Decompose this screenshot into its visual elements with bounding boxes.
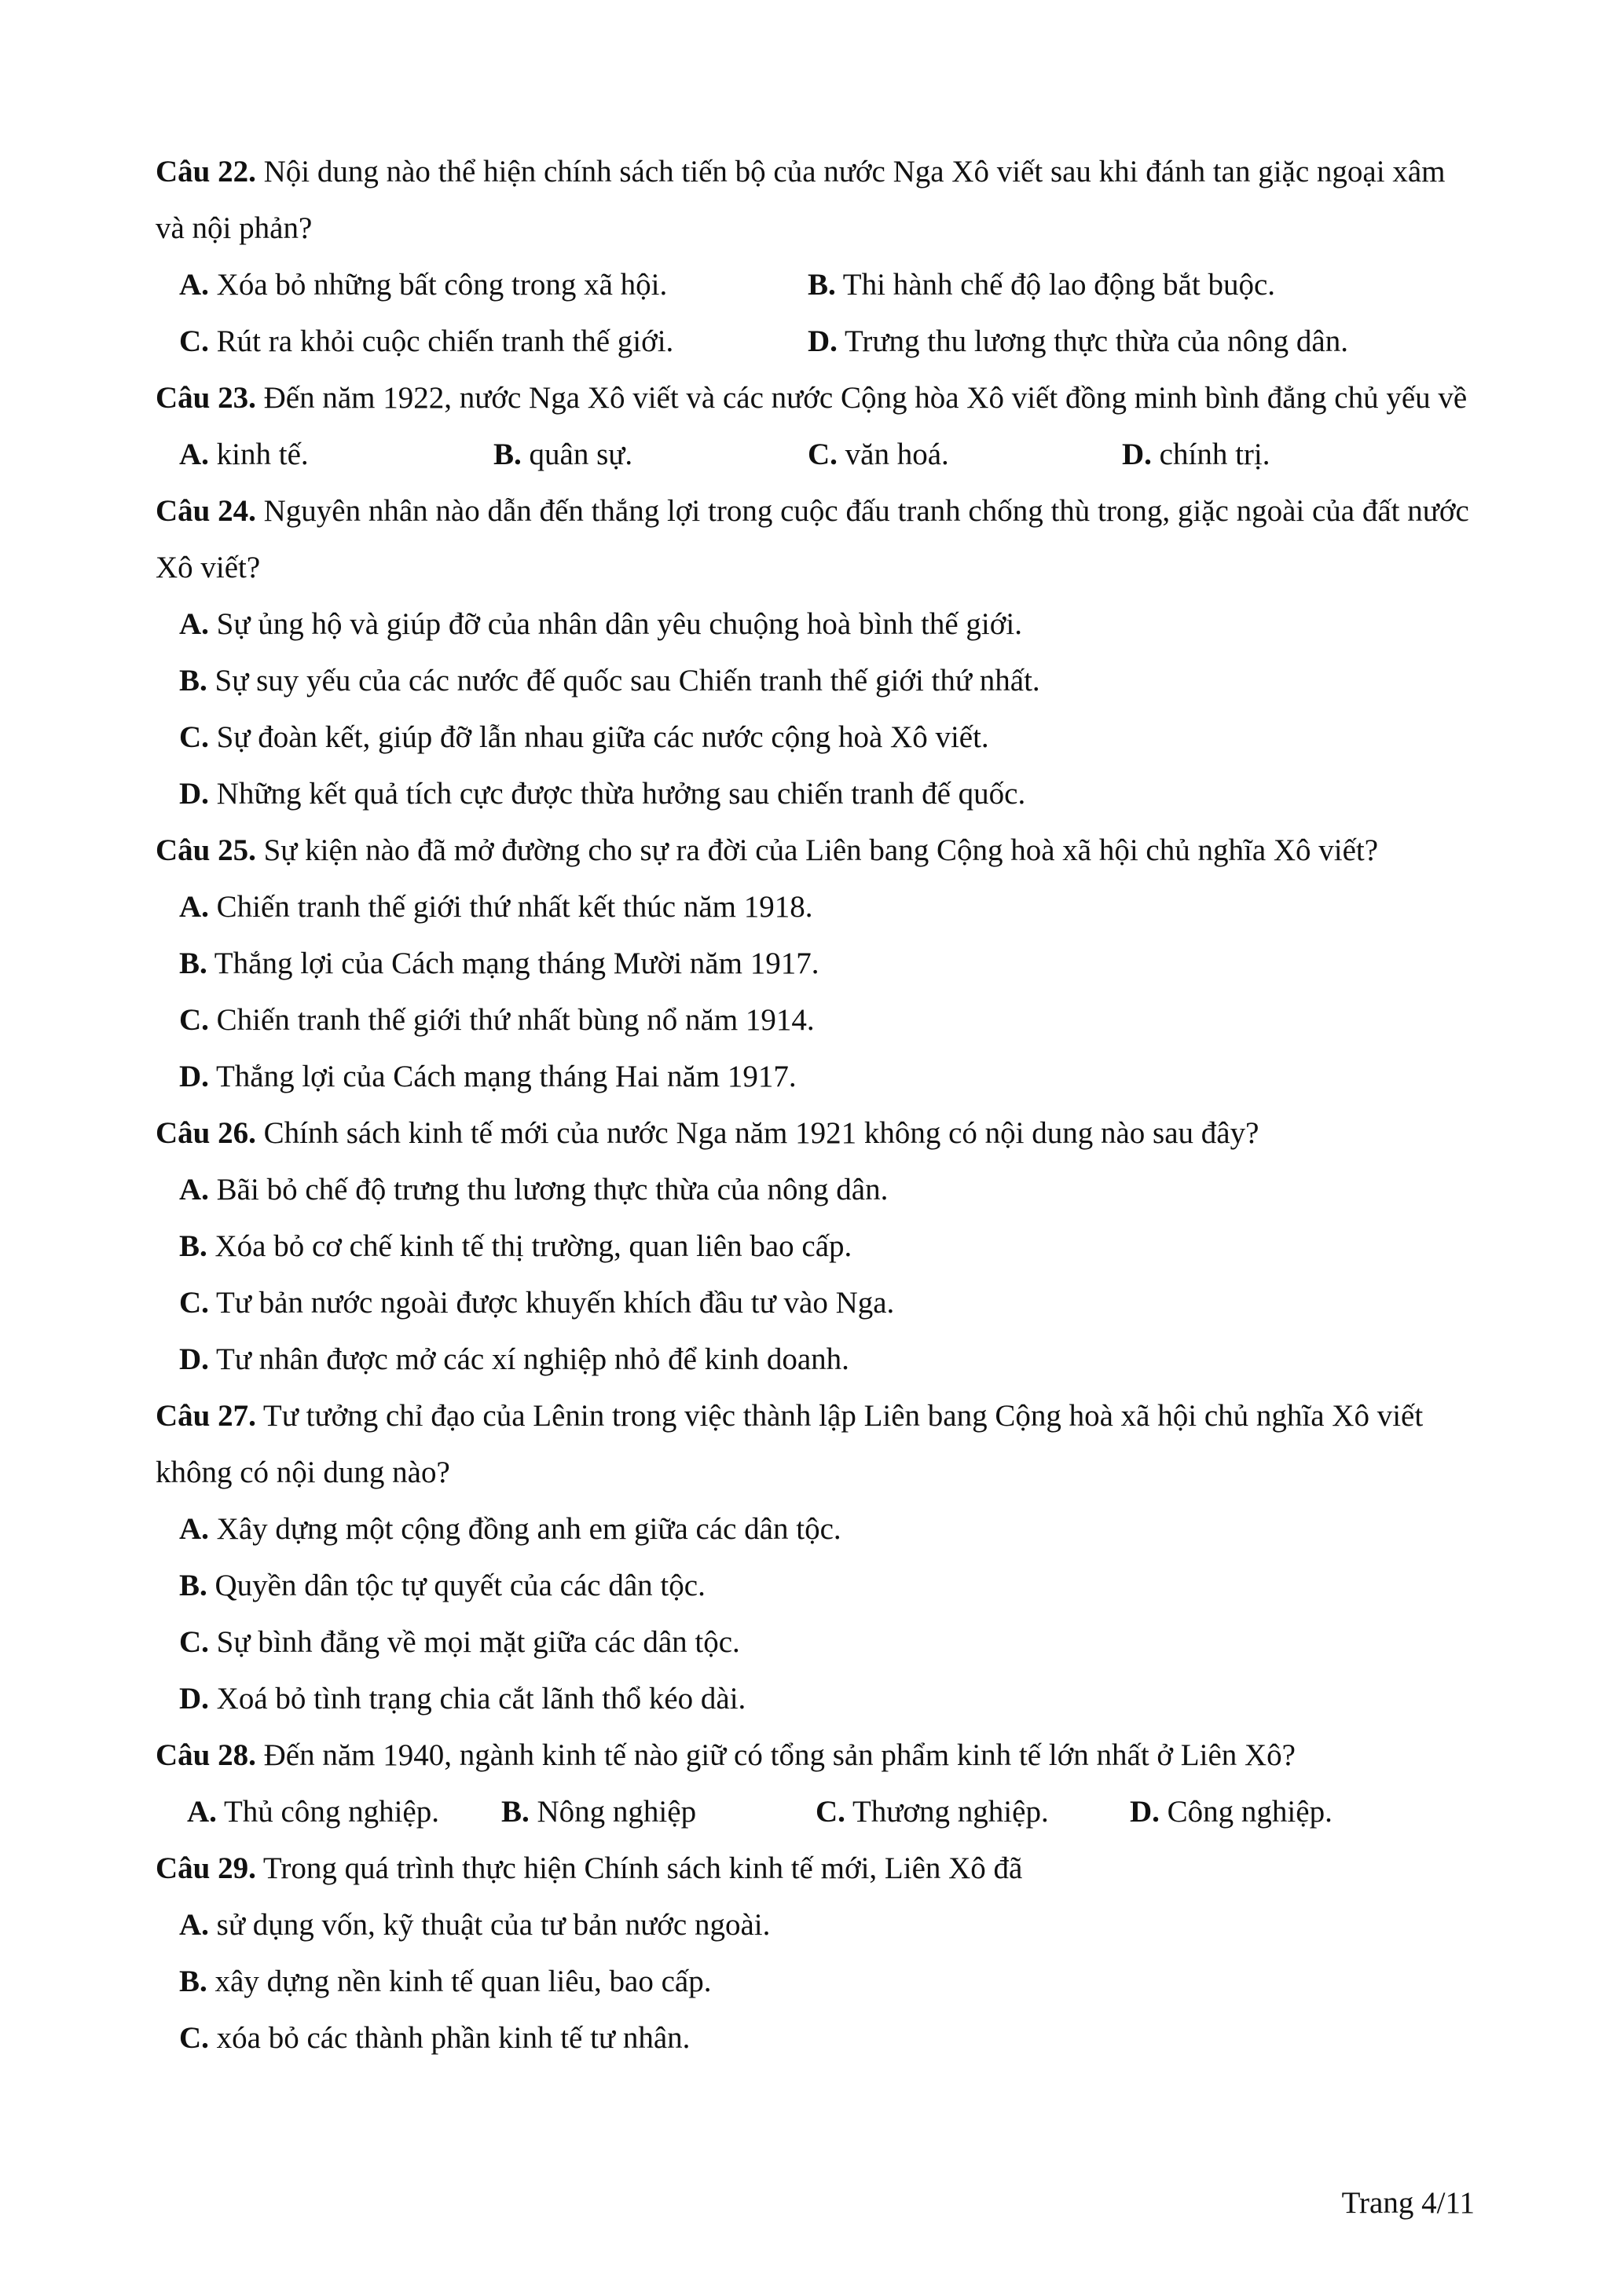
option-b[interactable] [156,653,1476,709]
question-label: Câu 25. [156,833,256,867]
option-row [156,313,1476,370]
option-c[interactable] [156,1614,1476,1671]
option-a[interactable] [156,1501,1476,1558]
question-26 [156,1105,1476,1388]
option-text: Những kết quả tích cực được thừa hưởng sau chiến tranh đế quốc. [208,777,1026,811]
option-text: Nông nghiệp [529,1795,697,1829]
option-a[interactable] [156,596,1476,653]
option-letter: D. [179,1342,209,1376]
option-letter: C. [179,324,209,358]
option-b[interactable] [156,1218,1476,1275]
question-label: Câu 28. [156,1738,256,1772]
question-29 [156,1840,1476,2067]
option-d[interactable] [1122,427,1436,483]
option-text: Thủ công nghiệp. [216,1795,439,1829]
option-a[interactable] [179,427,493,483]
option-b[interactable] [493,427,808,483]
question-body: Tư tưởng chỉ đạo của Lênin trong việc thành lập Liên bang Cộng hoà xã hội chủ nghĩa Xô viết không có nội dung nào? [156,1399,1424,1489]
option-b[interactable] [501,1784,816,1840]
option-letter: C. [179,2021,209,2055]
option-text: Xây dựng một cộng đồng anh em giữa các dân tộc. [208,1512,841,1546]
option-letter: B. [179,1965,207,1998]
option-text: Rút ra khỏi cuộc chiến tranh thế giới. [208,324,674,358]
option-letter: B. [493,438,522,471]
question-body: Sự kiện nào đã mở đường cho sự ra đời của Liên bang Cộng hoà xã hội chủ nghĩa Xô viết? [255,833,1379,867]
option-text: Thi hành chế độ lao động bắt buộc. [835,268,1276,302]
option-letter: B. [179,664,207,698]
option-c[interactable] [156,992,1476,1049]
option-text: Quyền dân tộc tự quyết của các dân tộc. [207,1569,706,1602]
option-letter: D. [179,1060,209,1093]
option-letter: B. [501,1795,530,1829]
option-letter: B. [179,947,207,980]
question-text [156,1727,1476,1784]
option-text: kinh tế. [208,438,309,471]
option-d[interactable] [156,766,1476,822]
question-25 [156,822,1476,1105]
option-text: Xóa bỏ những bất công trong xã hội. [208,268,668,302]
option-letter: D. [179,1682,209,1716]
option-text: Chiến tranh thế giới thứ nhất kết thúc năm 1918. [208,890,813,924]
option-c[interactable] [156,709,1476,766]
question-24 [156,483,1476,822]
option-d[interactable] [156,1331,1476,1388]
option-c[interactable] [156,1275,1476,1331]
option-text: Trưng thu lương thực thừa của nông dân. [837,324,1348,358]
option-d[interactable] [156,1049,1476,1105]
option-text: Xoá bỏ tình trạng chia cắt lãnh thổ kéo dài. [208,1682,746,1716]
option-text: sử dụng vốn, kỹ thuật của tư bản nước ngoài. [208,1908,771,1942]
option-b[interactable] [808,257,1436,313]
option-letter: C. [808,438,838,471]
option-letter: A. [179,1512,209,1546]
option-letter: A. [179,438,209,471]
option-a[interactable] [156,1897,1476,1954]
option-letter: B. [179,1569,207,1602]
option-text: Tư bản nước ngoài được khuyến khích đầu tư vào Nga. [208,1286,895,1320]
option-a[interactable] [179,257,808,313]
option-letter: C. [179,1625,209,1659]
option-letter: A. [179,607,209,641]
option-letter: A. [179,1173,209,1207]
option-letter: A. [179,890,209,924]
question-body: Đến năm 1940, ngành kinh tế nào giữ có tổng sản phẩm kinh tế lớn nhất ở Liên Xô? [255,1738,1296,1772]
option-row [156,257,1476,313]
option-letter: C. [179,1286,209,1320]
question-23 [156,370,1476,483]
question-label: Câu 23. [156,381,256,415]
option-row [156,1784,1476,1840]
option-letter: C. [816,1795,845,1829]
option-letter: B. [179,1229,207,1263]
option-d[interactable] [1130,1784,1444,1840]
option-text: Bãi bỏ chế độ trưng thu lương thực thừa của nông dân. [208,1173,889,1207]
option-text: Tư nhân được mở các xí nghiệp nhỏ để kinh doanh. [208,1342,849,1376]
option-letter: A. [187,1795,217,1829]
option-text: Thắng lợi của Cách mạng tháng Hai năm 1917. [208,1060,797,1093]
option-text: xây dựng nền kinh tế quan liêu, bao cấp. [207,1965,712,1998]
question-label: Câu 27. [156,1399,256,1433]
option-d[interactable] [808,313,1436,370]
option-c[interactable] [808,427,1122,483]
question-label: Câu 29. [156,1851,256,1885]
option-text: Chiến tranh thế giới thứ nhất bùng nổ năm 1914. [208,1003,815,1037]
option-text: Thương nghiệp. [845,1795,1049,1829]
option-letter: A. [179,1908,209,1942]
option-text: chính trị. [1151,438,1270,471]
option-text: Sự đoàn kết, giúp đỡ lẫn nhau giữa các nước cộng hoà Xô viết. [208,720,989,754]
option-letter: D. [1130,1795,1160,1829]
option-letter: C. [179,720,209,754]
option-letter: D. [179,777,209,811]
option-b[interactable] [156,1558,1476,1614]
question-text [156,822,1476,879]
question-text [156,1388,1476,1501]
option-letter: C. [179,1003,209,1037]
question-label: Câu 26. [156,1116,256,1150]
question-text [156,483,1476,596]
question-body: Nội dung nào thể hiện chính sách tiến bộ của nước Nga Xô viết sau khi đánh tan giặc ngoại xâm và nội phản? [156,155,1446,245]
option-b[interactable] [156,1954,1476,2010]
option-text: Thắng lợi của Cách mạng tháng Mười năm 1917. [207,947,819,980]
option-d[interactable] [156,1671,1476,1727]
page-number: Trang 4/11 [1341,2186,1475,2220]
option-a[interactable] [156,1162,1476,1218]
option-text: quân sự. [521,438,633,471]
option-letter: A. [179,268,209,302]
option-c[interactable] [816,1784,1130,1840]
question-label: Câu 22. [156,155,256,189]
page-content [156,144,1476,2067]
option-text: xóa bỏ các thành phần kinh tế tư nhân. [208,2021,691,2055]
option-b[interactable] [156,936,1476,992]
option-c[interactable] [179,313,808,370]
option-letter: D. [808,324,838,358]
question-label: Câu 24. [156,494,256,528]
option-row [156,427,1476,483]
option-text: Sự bình đẳng về mọi mặt giữa các dân tộc. [208,1625,740,1659]
question-text [156,370,1476,427]
question-body: Chính sách kinh tế mới của nước Nga năm 1921 không có nội dung nào sau đây? [255,1116,1259,1150]
option-text: Sự ủng hộ và giúp đỡ của nhân dân yêu chuộng hoà bình thế giới. [208,607,1022,641]
question-body: Nguyên nhân nào dẫn đến thắng lợi trong cuộc đấu tranh chống thù trong, giặc ngoài của đất nước Xô viết? [156,494,1469,584]
question-text [156,1840,1476,1897]
question-22 [156,144,1476,370]
option-c[interactable] [156,2010,1476,2067]
option-text: Xóa bỏ cơ chế kinh tế thị trường, quan liên bao cấp. [207,1229,852,1263]
question-text [156,1105,1476,1162]
option-a[interactable] [156,879,1476,936]
option-text: Sự suy yếu của các nước đế quốc sau Chiến tranh thế giới thứ nhất. [207,664,1040,698]
question-27 [156,1388,1476,1727]
option-a[interactable] [187,1784,501,1840]
question-body: Đến năm 1922, nước Nga Xô viết và các nước Cộng hòa Xô viết đồng minh bình đẳng chủ yếu về [255,381,1468,415]
question-text [156,144,1476,257]
option-letter: D. [1122,438,1152,471]
option-letter: B. [808,268,836,302]
question-28 [156,1727,1476,1840]
option-text: Công nghiệp. [1159,1795,1333,1829]
option-text: văn hoá. [837,438,949,471]
question-body: Trong quá trình thực hiện Chính sách kinh tế mới, Liên Xô đã [255,1851,1023,1885]
